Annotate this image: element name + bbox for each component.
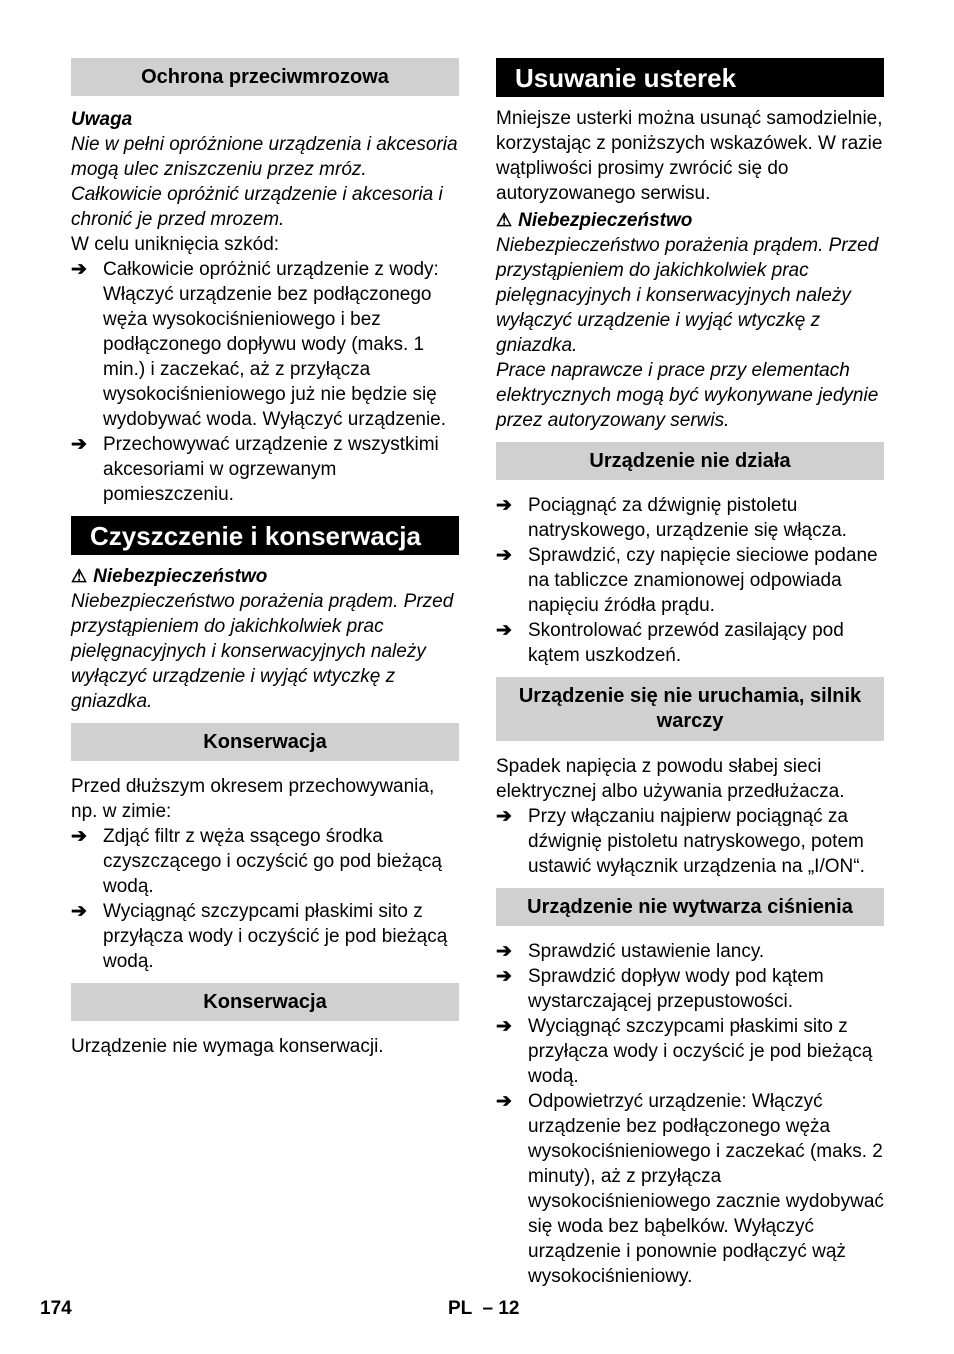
- motor-hums-intro: Spadek napięcia z powodu słabej sieci elektrycznej albo używania przedłużacza.: [496, 756, 845, 802]
- list-item: ➔ Całkowicie opróżnić urządzenie z wody: Włączyć urządzenie bez podłączonego węża wysokociśnieniowego i bez podłączonego dopływu wody (maks. 1 min.) i zaczekać, aż z przyłącza wysokociśnieniowego już nie będzie się wydobywać woda. Wyłączyć urządzenie.: [71, 259, 447, 430]
- note-text: Nie w pełni opróżnione urządzenia i akcesoria mogą ulec zniszczeniu przez mróz. Całkowicie opróżnić urządzenie i akcesoria i chronić je przed mrozem.: [71, 134, 458, 230]
- list-item: ➔ Pociągnąć za dźwignię pistoletu natryskowego, urządzenie się włącza.: [496, 495, 847, 541]
- arrow-right-icon: ➔: [496, 1016, 512, 1037]
- list-item: ➔ Sprawdzić ustawienie lancy.: [496, 941, 765, 962]
- right-column: [496, 58, 884, 1289]
- list-item: ➔ Skontrolować przewód zasilający pod kątem uszkodzeń.: [496, 620, 844, 666]
- language-page-label: PL – 12: [448, 1298, 520, 1319]
- maintenance-list: [71, 824, 459, 974]
- page-number: 174: [40, 1298, 72, 1319]
- list-item: ➔ Odpowietrzyć urządzenie: Włączyć urządzenie bez podłączonego węża wysokociśnieniowego i zaczekać (maks. 2 minuty), aż z przyłącza wysokociśnieniowego zacznie wydobywać się woda bez bąbelków. Wyłączyć urządzenie i ponownie podłączyć wąż wysokociśnieniowy.: [496, 1091, 884, 1287]
- list-item: ➔ Przechowywać urządzenie z wszystkimi akcesoriami w ogrzewanym pomieszczeniu.: [71, 434, 439, 505]
- troubleshooting-intro: Mniejsze usterki można usunąć samodzielnie, korzystając z poniższych wskazówek. W razie wątpliwości prosimy zwrócić się do autoryzowanego serwisu.: [496, 108, 883, 204]
- danger-label: ⚠ Niebezpieczeństwo: [71, 566, 268, 587]
- list-item: ➔ Sprawdzić dopływ wody pod kątem wystarczającej przepustowości.: [496, 966, 824, 1012]
- list-item: ➔ Zdjąć filtr z węża ssącego środka czyszczącego i oczyścić go pod bieżącą wodą.: [71, 826, 442, 897]
- not-working-heading: Urządzenie nie działa: [496, 442, 884, 480]
- arrow-right-icon: ➔: [496, 941, 512, 962]
- list-item: ➔ Wyciągnąć szczypcami płaskimi sito z przyłącza wody i oczyścić je pod bieżącą wodą.: [496, 1016, 873, 1087]
- list-item: ➔ Przy włączaniu najpierw pociągnąć za dźwignię pistoletu natryskowego, potem ustawić wyłącznik urządzenia na „I/ON“.: [496, 806, 865, 877]
- warning-triangle-icon: ⚠: [71, 566, 88, 586]
- no-pressure-list: [496, 939, 884, 1289]
- frost-protection-heading: Ochrona przeciwmrozowa: [71, 58, 459, 96]
- arrow-right-icon: ➔: [496, 620, 512, 641]
- troubleshooting-heading: Usuwanie usterek: [496, 58, 884, 97]
- maintenance-text: Urządzenie nie wymaga konserwacji.: [71, 1036, 384, 1057]
- cleaning-heading: Czyszczenie i konserwacja: [71, 516, 459, 555]
- motor-hums-list: [496, 804, 884, 879]
- arrow-right-icon: ➔: [496, 806, 512, 827]
- danger-text-2: Prace naprawcze i prace przy elementach elektrycznych mogą być wykonywane jedynie przez autoryzowany serwis.: [496, 360, 879, 431]
- list-item: ➔ Sprawdzić, czy napięcie sieciowe podane na tabliczce znamionowej odpowiada napięciu źródła prądu.: [496, 545, 878, 616]
- arrow-right-icon: ➔: [71, 901, 87, 922]
- arrow-right-icon: ➔: [496, 495, 512, 516]
- danger-text: Niebezpieczeństwo porażenia prądem. Przed przystąpieniem do jakichkolwiek prac pielęgnacyjnych i konserwacyjnych należy wyłączyć urządzenie i wyjąć wtyczkę z gniazdka.: [71, 591, 454, 712]
- no-pressure-heading: Urządzenie nie wytwarza ciśnienia: [496, 888, 884, 926]
- arrow-right-icon: ➔: [71, 826, 87, 847]
- arrow-right-icon: ➔: [71, 434, 87, 455]
- not-working-list: [496, 493, 884, 668]
- maintenance-heading: Konserwacja: [71, 723, 459, 761]
- danger-label: ⚠ Niebezpieczeństwo: [496, 210, 693, 231]
- danger-text: Niebezpieczeństwo porażenia prądem. Przed przystąpieniem do jakichkolwiek prac pielęgnacyjnych i konserwacyjnych należy wyłączyć urządzenie i wyjąć wtyczkę z gniazdka.: [496, 235, 879, 356]
- arrow-right-icon: ➔: [496, 545, 512, 566]
- left-column: [71, 58, 459, 1059]
- note-label: Uwaga: [71, 109, 133, 130]
- motor-hums-heading: Urządzenie się nie uruchamia, silnik warczy: [496, 677, 884, 741]
- frost-list: [71, 257, 459, 507]
- warning-triangle-icon: ⚠: [496, 210, 513, 230]
- maintenance-intro: Przed dłuższym okresem przechowywania, np. w zimie:: [71, 776, 435, 822]
- arrow-right-icon: ➔: [496, 1091, 512, 1112]
- arrow-right-icon: ➔: [496, 966, 512, 987]
- arrow-right-icon: ➔: [71, 259, 87, 280]
- maintenance-heading-2: Konserwacja: [71, 983, 459, 1021]
- frost-intro: W celu uniknięcia szkód:: [71, 234, 280, 255]
- list-item: ➔ Wyciągnąć szczypcami płaskimi sito z przyłącza wody i oczyścić je pod bieżącą wodą.: [71, 901, 448, 972]
